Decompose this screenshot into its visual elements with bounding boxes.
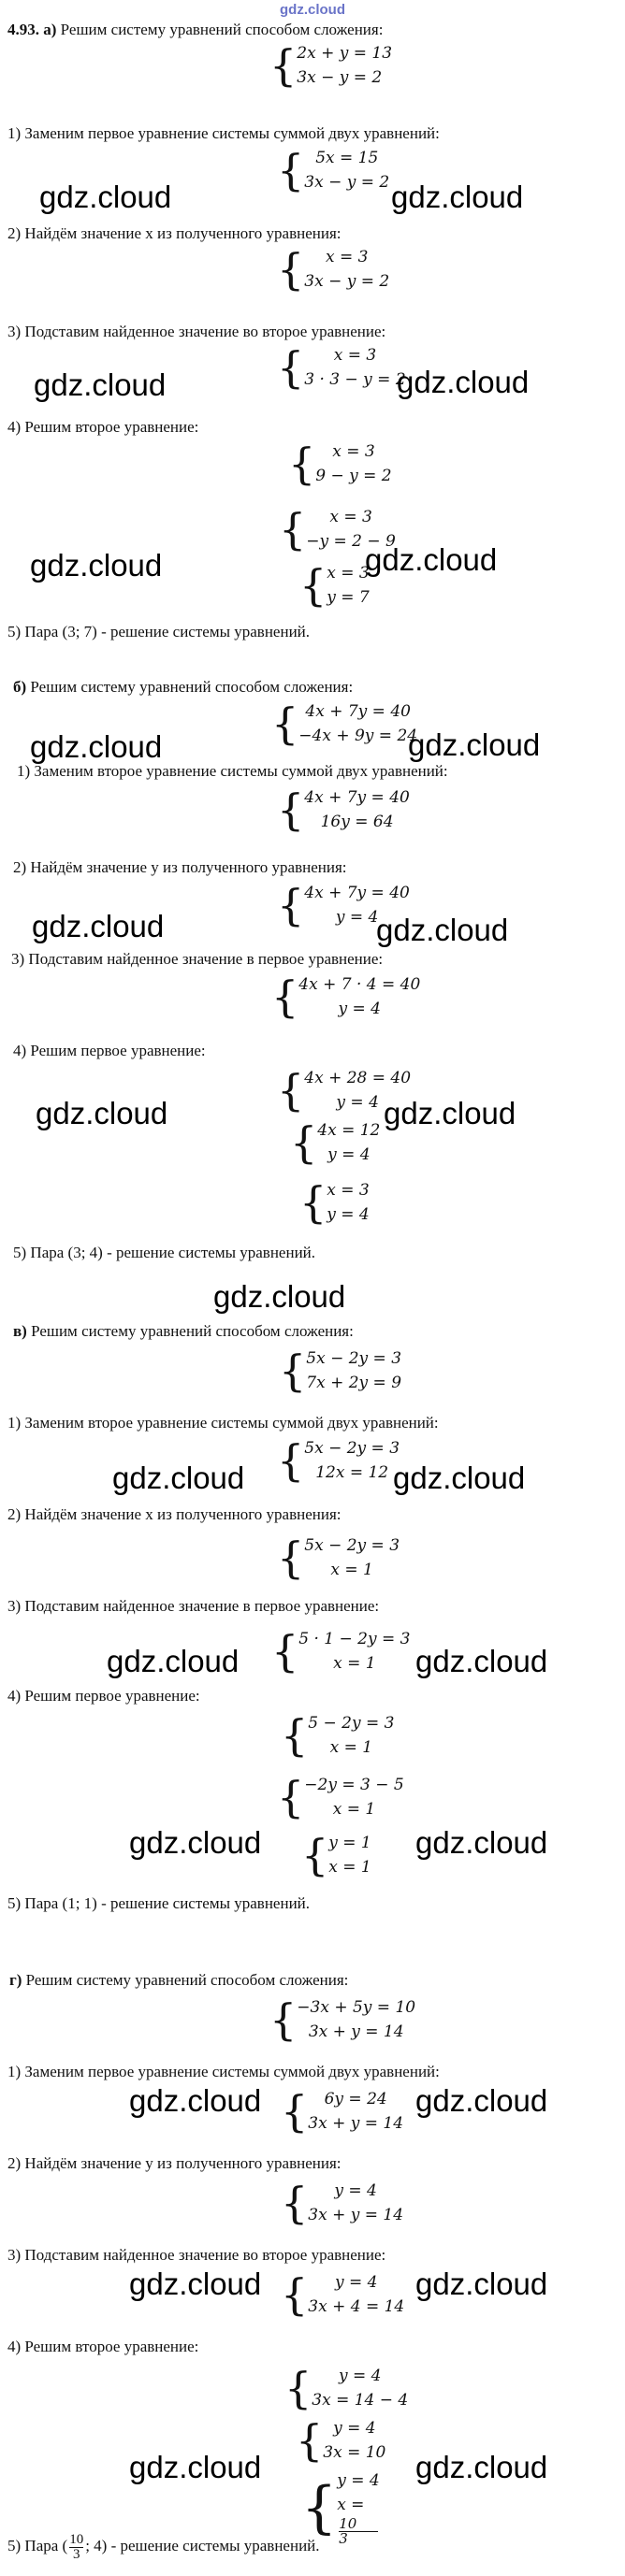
- step-v2: 2) Найдём значение x из полученного уравнения:: [7, 1505, 342, 1523]
- eq-row: y = 4: [337, 2471, 380, 2490]
- brace: {: [277, 784, 305, 835]
- task-g-line: [9, 1971, 348, 1990]
- brace: {: [277, 1772, 305, 1822]
- watermark: gdz.cloud: [39, 180, 172, 214]
- system-b6: [299, 1178, 370, 1227]
- eq-row: 4x = 12: [317, 1121, 381, 1140]
- brace: {: [277, 1435, 305, 1486]
- eq-row: x = 3: [333, 346, 377, 365]
- watermark: gdz.cloud: [415, 2083, 548, 2118]
- brace: {: [271, 971, 299, 1022]
- system-a1: [277, 146, 389, 194]
- watermark: gdz.cloud: [393, 1461, 526, 1495]
- eq-row: 3x + y = 14: [308, 2022, 404, 2041]
- watermark: gdz.cloud: [365, 542, 498, 577]
- brace: {: [271, 698, 299, 749]
- system-g3: [281, 2270, 404, 2319]
- step-b1: 1) Заменим второе уравнение системы суммой двух уравнений:: [17, 762, 448, 780]
- system-rows: [323, 2416, 385, 2465]
- system-rows: [297, 41, 392, 90]
- system-b1: [277, 785, 410, 834]
- eq-row: y = 4: [333, 2419, 376, 2438]
- eq-row: 3x = 10: [323, 2443, 386, 2462]
- fraction-denominator: 3: [339, 2530, 348, 2547]
- eq-row: −2y = 3 − 5: [304, 1776, 404, 1794]
- eq-lhs: x =: [337, 2496, 365, 2514]
- system-rows: [297, 1995, 415, 2044]
- watermark: gdz.cloud: [36, 1096, 168, 1130]
- task-a-text: Решим систему уравнений способом сложения:: [60, 21, 384, 38]
- step-g3: 3) Подставим найденное значение во второе уравнение:: [7, 2246, 386, 2264]
- eq-row: x = 3: [327, 1181, 370, 1200]
- eq-row: y = 1: [328, 1834, 371, 1852]
- part-g-label: г): [9, 1971, 22, 1989]
- system-b3: [271, 972, 420, 1021]
- eq-row: x = 1: [328, 1858, 371, 1877]
- step-g1: 1) Заменим первое уравнение системы суммой двух уравнений:: [7, 2063, 440, 2080]
- system-rows: [315, 439, 391, 488]
- brace: {: [277, 1533, 305, 1583]
- system-a6: [299, 561, 370, 610]
- brace: {: [284, 2363, 312, 2413]
- eq-row: −y = 2 − 9: [306, 532, 396, 551]
- system-a2: [277, 245, 389, 294]
- eq-row: 3x + y = 14: [308, 2206, 404, 2224]
- brace: {: [277, 244, 305, 295]
- eq-row: y = 4: [336, 1093, 379, 1112]
- eq-row: −3x + 5y = 10: [297, 1998, 416, 2017]
- answer-g-pre: 5) Пара (: [7, 2537, 68, 2554]
- system-rows: [298, 1627, 410, 1676]
- system-v2: [277, 1533, 400, 1582]
- step-a4: 4) Решим второе уравнение:: [7, 418, 199, 436]
- step-a1: 1) Заменим первое уравнение системы суммой двух уравнений:: [7, 124, 440, 142]
- brace: {: [290, 1117, 318, 1168]
- system-rows: [337, 2468, 379, 2546]
- system-rows: [298, 972, 420, 1021]
- brace: {: [269, 40, 298, 91]
- system-g0: [269, 1995, 415, 2044]
- eq-row: x = 1: [332, 1800, 376, 1819]
- eq-row: 5 − 2y = 3: [308, 1714, 395, 1733]
- system-v5: [277, 1773, 404, 1821]
- task-b-line: [13, 678, 353, 697]
- brace: {: [279, 504, 307, 554]
- eq-row: x = 3: [326, 248, 369, 266]
- eq-row: 5x − 2y = 3: [304, 1439, 400, 1458]
- eq-row: y = 4: [338, 1000, 382, 1018]
- eq-row: 6y = 24: [324, 2090, 387, 2108]
- watermark: gdz.cloud: [32, 909, 165, 943]
- eq-row: y = 4: [334, 2181, 377, 2200]
- system-a3: [277, 343, 406, 392]
- eq-row: 4x + 7y = 40: [304, 884, 410, 902]
- system-rows: [327, 561, 369, 610]
- system-rows: [304, 1533, 400, 1582]
- system-rows: [304, 1436, 400, 1485]
- part-b-label: б): [13, 678, 27, 696]
- eq-row: 7x + 2y = 9: [306, 1374, 402, 1392]
- brace: {: [277, 145, 305, 195]
- watermark: gdz.cloud: [129, 1825, 262, 1860]
- eq-row: y = 7: [327, 588, 370, 607]
- eq-row: 3x = 14 − 4: [312, 2391, 409, 2410]
- fraction-denominator: 3: [72, 2546, 80, 2562]
- step-v4: 4) Решим первое уравнение:: [7, 1687, 200, 1705]
- watermark: gdz.cloud: [213, 1279, 346, 1314]
- system-rows: [306, 1346, 401, 1395]
- system-v4: [281, 1711, 394, 1760]
- system-rows: [304, 245, 389, 294]
- part-a-label: а): [43, 21, 57, 38]
- site-header[interactable]: gdz.cloud: [280, 2, 345, 18]
- step-a2: 2) Найдём значение x из полученного уравнения:: [7, 224, 342, 242]
- brace: {: [277, 1065, 305, 1115]
- answer-g-post: ; 4) - решение системы уравнений.: [85, 2537, 320, 2554]
- brace: {: [288, 439, 316, 489]
- system-g2: [281, 2179, 403, 2227]
- eq-row: 9 − y = 2: [315, 467, 392, 485]
- watermark: gdz.cloud: [397, 365, 530, 399]
- eq-row: 4x + 7y = 40: [305, 702, 411, 721]
- brace: {: [281, 2269, 309, 2320]
- step-g4: 4) Решим второе уравнение:: [7, 2338, 199, 2355]
- answer-g: [7, 2530, 320, 2562]
- brace: {: [281, 2086, 309, 2137]
- brace: {: [279, 1346, 307, 1396]
- task-g-text: Решим систему уравнений способом сложения:: [25, 1971, 349, 1989]
- task-v-text: Решим систему уравнений способом сложения:: [31, 1322, 354, 1340]
- answer-b: 5) Пара (3; 4) - решение системы уравнений.: [13, 1244, 316, 1261]
- brace: {: [299, 560, 327, 611]
- eq-row: [337, 2493, 379, 2546]
- system-g4: [284, 2364, 408, 2412]
- eq-row: 3x − y = 2: [297, 68, 383, 87]
- system-rows: [304, 1773, 403, 1821]
- system-rows: [304, 343, 405, 392]
- eq-row: x = 1: [330, 1561, 373, 1579]
- system-rows: [304, 146, 389, 194]
- step-a3: 3) Подставим найденное значение во второе уравнение:: [7, 323, 386, 340]
- watermark: gdz.cloud: [415, 2450, 548, 2484]
- eq-row: x = 1: [329, 1738, 373, 1757]
- eq-row: 3x + 4 = 14: [308, 2297, 405, 2316]
- brace: {: [277, 342, 305, 393]
- brace: {: [269, 1994, 298, 2045]
- eq-row: y = 4: [335, 908, 379, 927]
- answer-fraction: [69, 2533, 83, 2562]
- watermark: gdz.cloud: [384, 1096, 516, 1130]
- step-v1: 1) Заменим второе уравнение системы суммой двух уравнений:: [7, 1414, 439, 1432]
- brace: {: [301, 2474, 338, 2540]
- watermark: gdz.cloud: [391, 180, 524, 214]
- eq-row: −4x + 9y = 24: [298, 727, 418, 745]
- watermark: gdz.cloud: [34, 367, 167, 402]
- system-g5: [296, 2416, 385, 2465]
- eq-row: 5x − 2y = 3: [304, 1536, 400, 1555]
- eq-row: 12x = 12: [315, 1463, 389, 1482]
- watermark: gdz.cloud: [107, 1644, 240, 1678]
- step-b4: 4) Решим первое уравнение:: [13, 1042, 206, 1059]
- fraction: [339, 2517, 377, 2546]
- system-v6: [301, 1831, 371, 1879]
- problem-number: 4.93.: [7, 21, 39, 38]
- eq-row: 5x = 15: [315, 149, 379, 167]
- part-v-label: в): [13, 1322, 27, 1340]
- brace: {: [299, 1177, 327, 1228]
- watermark: gdz.cloud: [112, 1461, 245, 1495]
- task-b-text: Решим систему уравнений способом сложения:: [30, 678, 354, 696]
- watermark: gdz.cloud: [129, 2267, 262, 2301]
- step-v3: 3) Подставим найденное значение в первое уравнение:: [7, 1597, 380, 1615]
- fraction-numerator: 10: [69, 2531, 84, 2547]
- system-g1: [281, 2087, 403, 2136]
- eq-row: 5 · 1 − 2y = 3: [298, 1630, 411, 1648]
- eq-row: 3 · 3 − y = 2: [304, 370, 406, 389]
- watermark: gdz.cloud: [129, 2083, 262, 2118]
- watermark: gdz.cloud: [30, 548, 163, 583]
- eq-row: x = 3: [329, 508, 372, 526]
- system-a0: [269, 41, 392, 90]
- system-rows: [327, 1178, 369, 1227]
- watermark: gdz.cloud: [30, 729, 163, 764]
- watermark: gdz.cloud: [415, 1644, 548, 1678]
- fraction-numerator: 10: [339, 2515, 357, 2532]
- eq-row: 4x + 28 = 40: [304, 1069, 412, 1087]
- brace: {: [281, 1710, 309, 1761]
- system-rows: [308, 2087, 403, 2136]
- system-v0: [279, 1346, 401, 1395]
- system-b5: [290, 1118, 380, 1167]
- eq-row: y = 4: [327, 1145, 371, 1164]
- watermark: gdz.cloud: [376, 913, 509, 947]
- brace: {: [281, 2178, 309, 2228]
- watermark: gdz.cloud: [415, 2267, 548, 2301]
- watermark: gdz.cloud: [408, 727, 541, 762]
- answer-a: 5) Пара (3; 7) - решение системы уравнений.: [7, 623, 311, 640]
- eq-row: 3x − y = 2: [304, 173, 390, 192]
- eq-row: 2x + y = 13: [297, 44, 393, 63]
- system-b0: [271, 699, 417, 748]
- task-v-line: [13, 1322, 354, 1341]
- system-rows: [308, 2270, 404, 2319]
- watermark: gdz.cloud: [415, 1825, 548, 1860]
- eq-row: y = 4: [327, 1205, 370, 1224]
- eq-row: y = 4: [339, 2367, 382, 2385]
- step-g2: 2) Найдём значение y из полученного уравнения:: [7, 2154, 342, 2172]
- answer-v: 5) Пара (1; 1) - решение системы уравнений.: [7, 1894, 311, 1912]
- eq-row: 16y = 64: [320, 813, 394, 831]
- system-rows: [308, 1711, 394, 1760]
- step-b3: 3) Подставим найденное значение в первое уравнение:: [11, 950, 384, 968]
- system-rows: [328, 1831, 371, 1879]
- eq-row: x = 3: [327, 564, 370, 583]
- system-v3: [271, 1627, 410, 1676]
- eq-row: 4x + 7 · 4 = 40: [298, 975, 421, 994]
- task-a-line: [7, 21, 383, 39]
- system-rows: [317, 1118, 380, 1167]
- eq-row: y = 4: [335, 2273, 378, 2292]
- watermark: gdz.cloud: [129, 2450, 262, 2484]
- brace: {: [296, 2415, 324, 2466]
- brace: {: [277, 880, 305, 930]
- system-rows: [304, 785, 410, 834]
- eq-row: 4x + 7y = 40: [304, 788, 410, 807]
- eq-row: 5x − 2y = 3: [306, 1349, 402, 1368]
- system-rows: [298, 699, 417, 748]
- eq-row: 3x + y = 14: [308, 2114, 404, 2133]
- eq-row: x = 1: [333, 1654, 376, 1673]
- system-rows: [312, 2364, 408, 2412]
- system-a4: [288, 439, 392, 488]
- step-b2: 2) Найдём значение y из полученного уравнения:: [13, 858, 347, 876]
- eq-row: 3x − y = 2: [304, 272, 390, 291]
- brace: {: [301, 1830, 329, 1880]
- eq-row: x = 3: [332, 442, 375, 461]
- brace: {: [271, 1626, 299, 1677]
- system-v1: [277, 1436, 400, 1485]
- system-rows: [308, 2179, 403, 2227]
